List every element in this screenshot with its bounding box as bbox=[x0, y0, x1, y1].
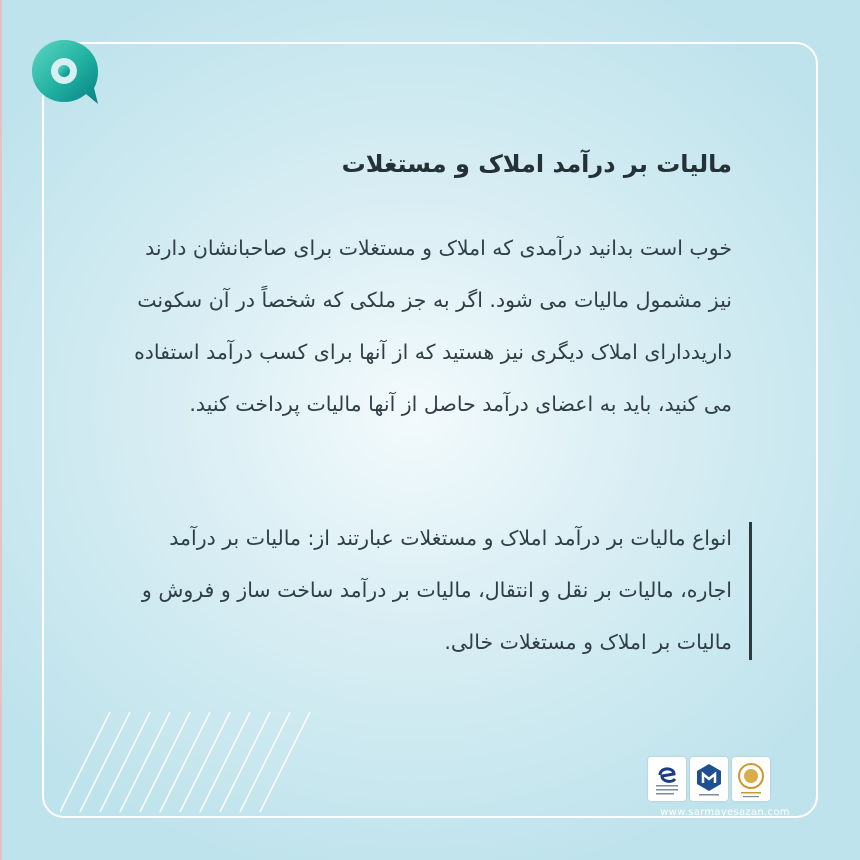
quote-accent-bar bbox=[749, 522, 752, 660]
tax-types-paragraph: انواع مالیات بر درآمد املاک و مستغلات عبارتند از: مالیات بر درآمد اجاره، مالیات بر نقل و انتقال، مالیات بر درآمد ساخت ساز و فروش و مالیات بر املاک و مستغلات خالی. bbox=[141, 526, 732, 654]
page-title: مالیات بر درآمد املاک و مستغلات bbox=[341, 150, 732, 178]
enamad-icon bbox=[648, 757, 686, 801]
samandehi-icon bbox=[690, 757, 728, 801]
left-edge-line bbox=[0, 0, 2, 860]
union-badge[interactable] bbox=[732, 757, 770, 801]
enamad-badge[interactable] bbox=[648, 757, 686, 801]
decorative-stripes bbox=[60, 712, 320, 822]
samandehi-badge[interactable] bbox=[690, 757, 728, 801]
union-seal-icon bbox=[732, 757, 770, 801]
brand-logo-icon bbox=[26, 34, 102, 110]
intro-paragraph: خوب است بدانید درآمدی که املاک و مستغلات برای صاحبانشان دارند نیز مشمول مالیات می شود. اگر به جز ملکی که شخصاً در آن سکونت داریددارای املاک دیگری نیز هستید که از آنها برای کسب درآمد استفاده می کنید، باید به اعضای درآمد حاصل از آنها مالیات پرداخت کنید. bbox=[134, 236, 732, 416]
website-url[interactable]: www.sarmayesazan.com bbox=[660, 807, 790, 818]
